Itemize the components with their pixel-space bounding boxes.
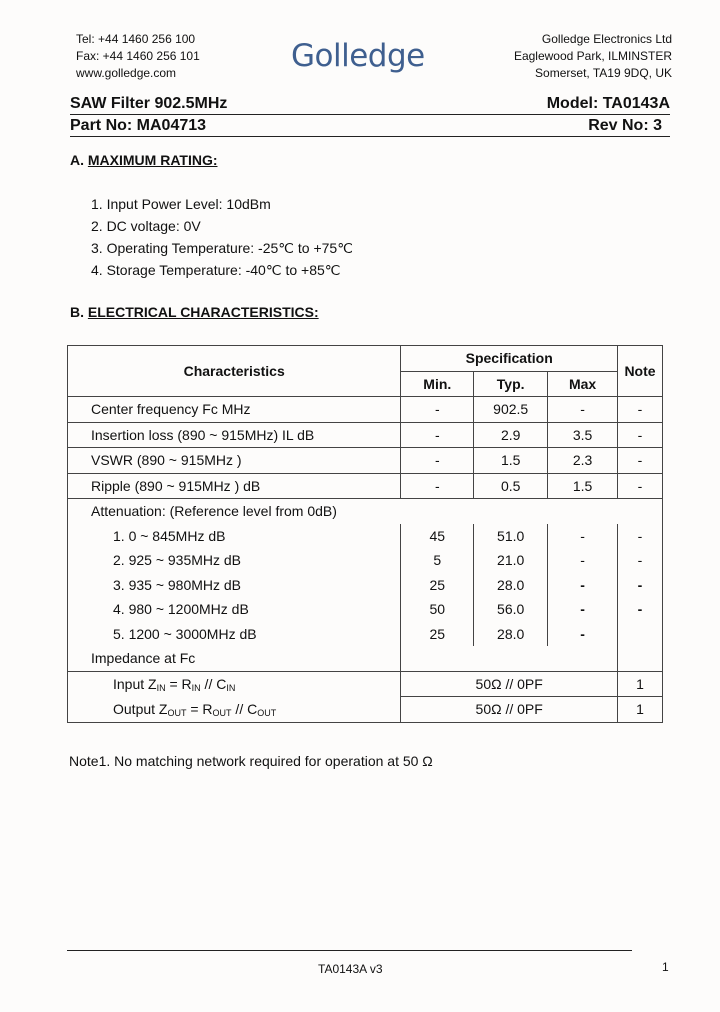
row-min: 5 [401,548,474,573]
row-max: - [548,524,618,549]
row-label: 5. 1200 ~ 3000MHz dB [68,622,401,647]
row-note: - [618,548,663,573]
input-impedance-label [68,671,401,697]
row-max: - [548,573,618,598]
label-sub: IN [191,682,201,693]
empty-cell [474,646,548,671]
row-note: - [618,448,663,474]
row-min: 25 [401,622,474,647]
table-header-row [68,346,663,372]
output-impedance-label [68,697,401,723]
label-part: = R [165,675,192,692]
list-item: 1. Input Power Level: 10dBm [91,196,271,212]
row-label: 2. 925 ~ 935MHz dB [68,548,401,573]
row-note: - [618,473,663,499]
table-row [68,422,663,448]
row-note: - [618,397,663,423]
label-part: // C [200,675,227,692]
table-row [68,697,663,723]
row-max: 2.3 [548,448,618,474]
table-row [68,448,663,474]
golledge-logo: Golledge [291,38,425,74]
row-note: 1 [618,671,663,697]
row-max: - [548,622,618,647]
row-min: 50 [401,597,474,622]
company-address [514,31,672,82]
section-a-heading [70,152,218,168]
company-street: Eaglewood Park, ILMINSTER [513,49,672,63]
row-label: VSWR (890 ~ 915MHz ) [68,448,401,474]
list-item: 2. DC voltage: 0V [91,218,201,234]
row-label: 4. 980 ~ 1200MHz dB [68,597,401,622]
row-typ: 0.5 [474,473,548,499]
section-b-prefix: B. [70,304,84,320]
footer-divider [67,950,632,951]
company-city: Somerset, TA19 9DQ, UK [535,66,672,80]
electrical-characteristics-table [67,345,663,723]
row-note: - [618,573,663,598]
attenuation-title-row [68,499,663,524]
table-row [68,524,663,549]
list-item: 3. Operating Temperature: -25℃ to +75℃ [91,240,353,256]
label-sub: OUT [167,707,187,718]
section-a-title: MAXIMUM RATING: [87,152,218,168]
impedance-title: Impedance at Fc [68,646,401,671]
header-characteristics: Characteristics [68,346,401,397]
row-min: 45 [401,524,474,549]
product-title: SAW Filter 902.5MHz [70,95,228,112]
row-min: - [401,448,474,474]
label-part: // C [231,700,258,717]
table-row [68,622,663,647]
label-sub: OUT [257,707,277,718]
row-note: - [618,597,663,622]
title-row-2 [70,117,670,135]
row-max: - [548,597,618,622]
title-row-1 [70,95,670,113]
input-impedance-value: 50Ω // 0PF [401,671,618,697]
row-max: 3.5 [548,422,618,448]
revision-number: Rev No: 3 [588,117,662,134]
header-max: Max [548,371,618,397]
max-rating-list [91,193,353,281]
section-b-heading [70,304,319,320]
label-part: Input Z [113,675,157,692]
output-impedance-value: 50Ω // 0PF [401,697,618,723]
row-typ: 21.0 [474,548,548,573]
row-label: 3. 935 ~ 980MHz dB [68,573,401,598]
section-b-title: ELECTRICAL CHARACTERISTICS: [87,304,319,320]
page-number: 1 [662,960,669,974]
row-typ: 28.0 [474,622,548,647]
contact-tel: Tel: +44 1460 256 100 [76,32,196,46]
table-row [68,397,663,423]
row-typ: 1.5 [474,448,548,474]
company-name: Golledge Electronics Ltd [541,32,672,46]
list-item: 4. Storage Temperature: -40℃ to +85℃ [91,262,341,278]
row-typ: 56.0 [474,597,548,622]
row-max: - [548,548,618,573]
row-label: 1. 0 ~ 845MHz dB [68,524,401,549]
contact-block [76,31,200,82]
row-min: - [401,397,474,423]
contact-fax: Fax: +44 1460 256 101 [76,49,200,63]
title-divider-1 [70,114,670,115]
header-min: Min. [401,371,474,397]
note-1: Note1. No matching network required for operation at 50 Ω [69,753,433,769]
row-note: - [618,524,663,549]
table-row [68,548,663,573]
row-max: - [548,397,618,423]
part-number: Part No: MA04713 [70,117,207,134]
impedance-title-row [68,646,663,671]
row-label: Center frequency Fc MHz [68,397,401,423]
row-min: 25 [401,573,474,598]
table-row [68,597,663,622]
row-typ: 51.0 [474,524,548,549]
title-divider-2 [70,136,670,137]
empty-cell [401,646,474,671]
row-label: Ripple (890 ~ 915MHz ) dB [68,473,401,499]
model-number: Model: TA0143A [546,95,670,112]
row-min: - [401,473,474,499]
row-label: Insertion loss (890 ~ 915MHz) IL dB [68,422,401,448]
row-max: 1.5 [548,473,618,499]
row-note [618,622,663,647]
label-part: = R [186,700,213,717]
row-note: - [618,422,663,448]
header-specification: Specification [401,346,618,372]
section-a-prefix: A. [70,152,84,168]
row-min: - [401,422,474,448]
attenuation-title: Attenuation: (Reference level from 0dB) [68,499,663,524]
label-sub: OUT [212,707,232,718]
label-sub: IN [156,682,166,693]
row-typ: 28.0 [474,573,548,598]
row-typ: 902.5 [474,397,548,423]
table-row [68,573,663,598]
empty-cell [618,646,663,671]
row-note: 1 [618,697,663,723]
table-row [68,473,663,499]
header-note: Note [618,346,663,397]
table-row [68,671,663,697]
label-sub: IN [226,682,236,693]
contact-web: www.golledge.com [76,66,177,80]
row-typ: 2.9 [474,422,548,448]
label-part: Output Z [113,700,168,717]
header-typ: Typ. [474,371,548,397]
footer-doc-id: TA0143A v3 [318,962,383,976]
empty-cell [548,646,618,671]
